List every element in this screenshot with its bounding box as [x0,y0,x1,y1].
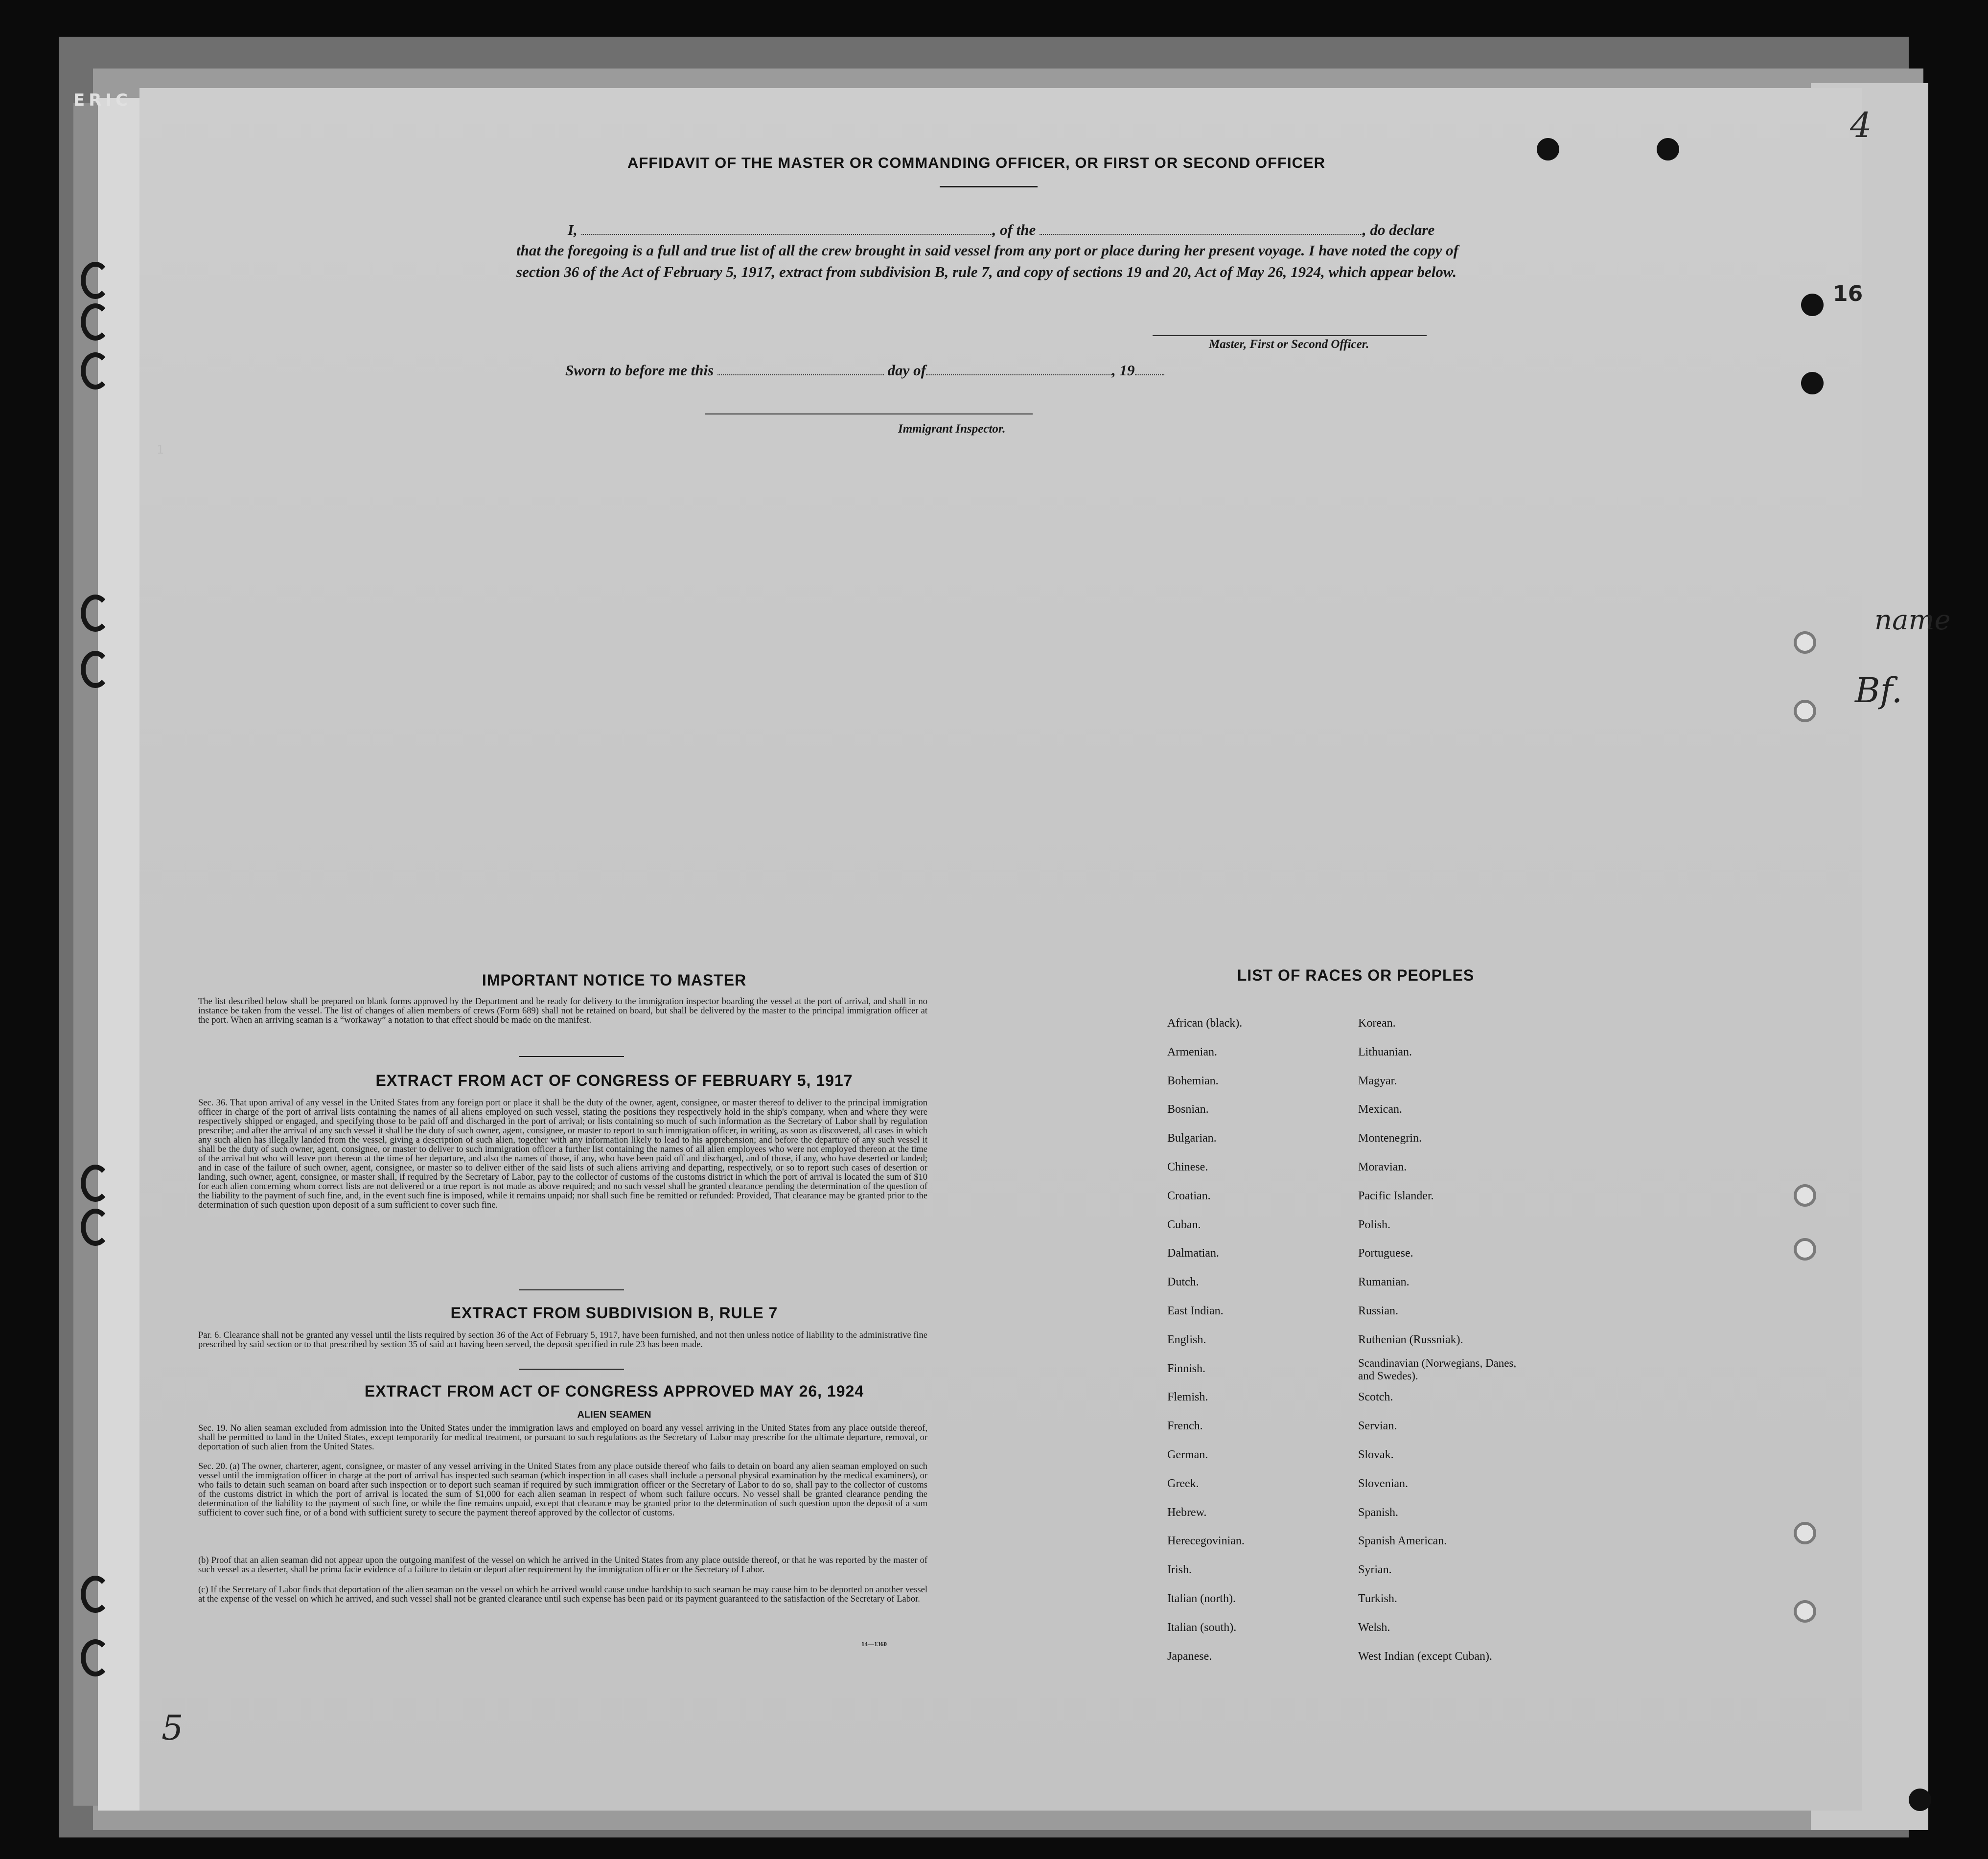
binding-hole [1801,294,1824,316]
race-item: Lithuanian. [1358,1045,1412,1058]
affidavit-of-the: , of the [992,221,1036,238]
race-item: Polish. [1358,1218,1391,1231]
binding-hole [1794,1184,1816,1207]
race-item: Servian. [1358,1420,1397,1433]
divider [519,1369,624,1370]
race-item: Turkish. [1358,1592,1397,1605]
race-item: English. [1167,1333,1206,1346]
race-item: Flemish. [1167,1391,1208,1404]
right-annotation-name: name [1874,604,1951,636]
race-item: Herecegovinian. [1167,1535,1245,1548]
race-item: German. [1167,1448,1208,1461]
race-item: Mexican. [1358,1103,1402,1116]
divider [519,1056,624,1057]
race-item: Armenian. [1167,1045,1217,1058]
race-item: Russian. [1358,1305,1399,1317]
race-item: African (black). [1167,1017,1243,1030]
race-item: Italian (north). [1167,1592,1236,1605]
race-item: Korean. [1358,1017,1396,1030]
race-item: Greek. [1167,1477,1199,1490]
race-item: Welsh. [1358,1621,1390,1634]
affidavit-title: AFFIDAVIT OF THE MASTER OR COMMANDING OFFICER, OR FIRST OR SECOND OFFICER [627,154,1326,171]
binding-hole [81,651,110,688]
race-item: French. [1167,1420,1203,1433]
affidavit-i: I, [568,221,578,238]
binding-hole [81,1165,110,1202]
sworn-year: , 19 [1112,362,1135,379]
binding-hole [1794,631,1816,654]
race-item: Syrian. [1358,1563,1392,1577]
race-item: Ruthenian (Russniak). [1358,1333,1463,1346]
affidavit-text: that the foregoing is a full and true list of all the crew brought in said vessel from any port or place during her present voyage. I have noted the copy of section 36 of the Act of February 5, 1917, extract from subdivision B, rule 7, and copy of sections 19 and 20, Act of May 26, 1924, which appear below. [516,242,1458,280]
binding-hole [81,352,110,390]
corner-number: 4 [1850,105,1872,145]
master-caption: Master, First or Second Officer. [1209,338,1369,351]
race-item: Hebrew. [1167,1506,1207,1519]
sworn-text: Sworn to before me this [565,362,714,379]
race-item: Montenegrin. [1358,1132,1422,1145]
master-signature-line[interactable] [1153,335,1427,336]
binding-hole [1794,1600,1816,1623]
name-blank[interactable] [581,222,993,235]
binding-hole [1794,1238,1816,1261]
race-item: Scandinavian (Norwegians, Danes, and Swedes). [1358,1356,1517,1382]
sworn-month-blank[interactable] [926,363,1112,375]
affidavit-declare: , do declare [1363,221,1435,238]
race-item: East Indian. [1167,1305,1224,1317]
top-left-fragment: ERIC [73,91,132,110]
race-item: Rumanian. [1358,1276,1410,1289]
binding-hole [1909,1789,1931,1811]
inspector-caption: Immigrant Inspector. [898,422,1006,436]
race-item: Japanese. [1167,1650,1212,1663]
extract-1917-title: EXTRACT FROM ACT OF CONGRESS OF FEBRUARY 5, 1917 [375,1072,853,1089]
extract-1924-sec20c: (c) If the Secretary of Labor finds that deportation of the alien seaman on the vessel on which he arrived would cause undue hardship to such seaman he may cause him to be deported on another vessel at the expense of the vessel on which he arrived, and such vessel shall not be granted clearance until such expense has been paid or its payment guaranteed to the satisfaction of the Secretary of Labor. [198,1585,927,1604]
extract-1924-subtitle: ALIEN SEAMEN [577,1409,651,1420]
race-item: Chinese. [1167,1161,1208,1173]
binding-hole [81,1209,110,1246]
race-item: Spanish American. [1358,1535,1447,1548]
race-item: Croatian. [1167,1189,1211,1202]
race-item: Bosnian. [1167,1103,1209,1116]
race-item: Spanish. [1358,1506,1399,1519]
race-item: Portuguese. [1358,1247,1413,1260]
notice-title: IMPORTANT NOTICE TO MASTER [482,971,747,989]
binding-hole [81,1639,110,1676]
extract-rule7-title: EXTRACT FROM SUBDIVISION B, RULE 7 [450,1304,778,1322]
binding-hole [1537,138,1559,161]
race-item: Scotch. [1358,1391,1393,1404]
extract-1924-sec20a: Sec. 20. (a) The owner, charterer, agent, consignee, or master of any vessel arriving in the United States from any place outside thereof who fails to detain on board any alien seaman employed on such vessel until the immigration officer in charge at the port of arrival has inspected such seaman (which inspection in all cases shall include a personal physical examination by the medical examiners), or who fails to detain such seaman on board after such inspection or to deport such seaman if required by such immigration officer or the Secretary of Labor to do so, shall pay to the collector of customs of the customs district in which the port of arrival is located the sum of $1,000 for each alien seaman in respect of whom such failure occurs. No vessel shall be granted clearance pending the determination of the liability to the payment of such fine, or while the fine remains unpaid, except that clearance may be granted prior to the determination of such question upon the deposit of a sum sufficient to cover such fine, or of a bond with sufficient surety to secure the payment thereof approved by the collector of customs. [198,1462,927,1518]
race-item: Italian (south). [1167,1621,1237,1634]
race-item: Magyar. [1358,1074,1397,1087]
race-item: Dutch. [1167,1276,1199,1289]
right-annotation-bf: Bf. [1855,670,1903,711]
vessel-blank[interactable] [1040,222,1363,235]
extract-1924-title: EXTRACT FROM ACT OF CONGRESS APPROVED MAY 26, 1924 [364,1382,864,1400]
binding-hole [1794,1522,1816,1544]
race-item: Slovenian. [1358,1477,1408,1490]
race-item: Moravian. [1358,1161,1407,1173]
sworn-day-blank[interactable] [717,363,884,375]
document-page [139,88,1862,1811]
title-rule [940,186,1038,187]
binding-hole [81,1576,110,1613]
binding-hole [1794,700,1816,722]
extract-1924-sec19: Sec. 19. No alien seaman excluded from admission into the United States under the immigration laws and employed on board any vessel arriving in the United States from any place outside thereof, shall be permitted to land in the United States, except temporarily for medical treatment, or pursuant to such regulations as the Secretary of Labor may prescribe for the ultimate departure, removal, or deportation of such alien from the United States. [198,1423,927,1452]
extract-1917-text: Sec. 36. That upon arrival of any vessel in the United States from any foreign port or place it shall be the duty of the owner, agent, consignee, or master thereof to deliver to the principal immigration officer in charge of the port of arrival lists containing the names of all aliens employed on such vessel, stating the positions they respectively hold in the ship's company, when and where they were respectively shipped or engaged, and specifying those to be paid off and discharged in the port of arrival; or lists containing so much of such information as the Secretary of Labor shall by regulation prescribe; and after the arrival of any such vessel it shall be the duty of such owner, agent, consignee, or master to report to such immigration officer, in writing, as soon as discovered, all cases in which any such alien has illegally landed from the vessel, giving a description of such alien, together with any information likely to lead to his apprehension; and before the departure of any such vessel it shall be the duty of such owner, agent, consignee, or master to deliver to such immigration officer a further list containing the names of all alien employees who were not employed thereon at the time of the arrival but who will leave port thereon at the time of her departure, and also the names of those, if any, who have been paid off and discharged, and of those, if any, who have deserted or landed; and in case of the failure of such owner, agent, consignee, or master so to deliver either of the said lists of such aliens arriving and departing, respectively, or so to report such cases of desertion or landing, such owner, agent, consignee, or master shall, if required by the Secretary of Labor, pay to the collector of customs of the customs district in which the port of arrival is located the sum of $10 for each alien concerning whom correct lists are not delivered or a true report is not made as above required; and no such vessel shall be granted clearance pending the determination of the question of the liability to the payment of such fine, and, in the event such fine is imposed, while it remains unpaid; nor shall such fine be remitted or refunded: Provided, That clearance may be granted prior to the determination of such question upon deposit of a sum sufficient to cover such fine. [198,1098,927,1210]
race-item: Slovak. [1358,1448,1394,1461]
right-numeral: 16 [1833,281,1863,306]
affidavit-line-1 [568,219,1458,241]
race-item: Finnish. [1167,1362,1206,1375]
race-item: Dalmatian. [1167,1247,1219,1260]
extract-1924-sec20b: (b) Proof that an alien seaman did not appear upon the outgoing manifest of the vessel on which he arrived in the United States from any place outside thereof, or that he was reported by the master of such vessel as a deserter, shall be prima facie evidence of a failure to detain or deport after requirement by the immigration officer or the Secretary of Labor. [198,1556,927,1575]
race-item: Bohemian. [1167,1074,1219,1087]
notice-text: The list described below shall be prepared on blank forms approved by the Department and be ready for delivery to the immigration inspector boarding the vessel at the port of arrival, and shall in no instance be taken from the vessel. The list of changes of alien members of crews (Form 689) shall not be retained on board, but shall be delivered by the master to the principal immigration officer at the port. When an arriving seaman is a “workaway” a notation to that effect should be made on the manifest. [198,997,927,1025]
binding-hole [81,262,110,299]
divider [519,1289,624,1290]
binding-hole [1801,372,1824,394]
race-item: Bulgarian. [1167,1132,1217,1145]
race-item: Cuban. [1167,1218,1201,1231]
binding-hole [81,595,110,632]
bottom-left-mark: 5 [162,1708,184,1748]
race-item: Irish. [1167,1563,1192,1577]
races-title: LIST OF RACES OR PEOPLES [1237,966,1475,984]
race-item: Pacific Islander. [1358,1189,1434,1202]
binding-hole [1657,138,1679,161]
race-item: West Indian (except Cuban). [1358,1650,1492,1663]
extract-rule7-text: Par. 6. Clearance shall not be granted any vessel until the lists required by section 36 of the Act of February 5, 1917, have been furnished, and not then unless notice of liability to the administrative fine prescribed by said section or to that prescribed by section 35 of said act having been served, the deposit specified in rule 23 has been made. [198,1331,927,1350]
sworn-line [565,360,1164,381]
sworn-day-of: day of [887,362,926,379]
binding-hole [81,303,110,341]
sworn-year-blank[interactable] [1135,363,1164,375]
form-code: 14—1360 [861,1640,887,1648]
inspector-signature-line[interactable] [705,413,1033,414]
left-binding-strip [98,98,142,1811]
